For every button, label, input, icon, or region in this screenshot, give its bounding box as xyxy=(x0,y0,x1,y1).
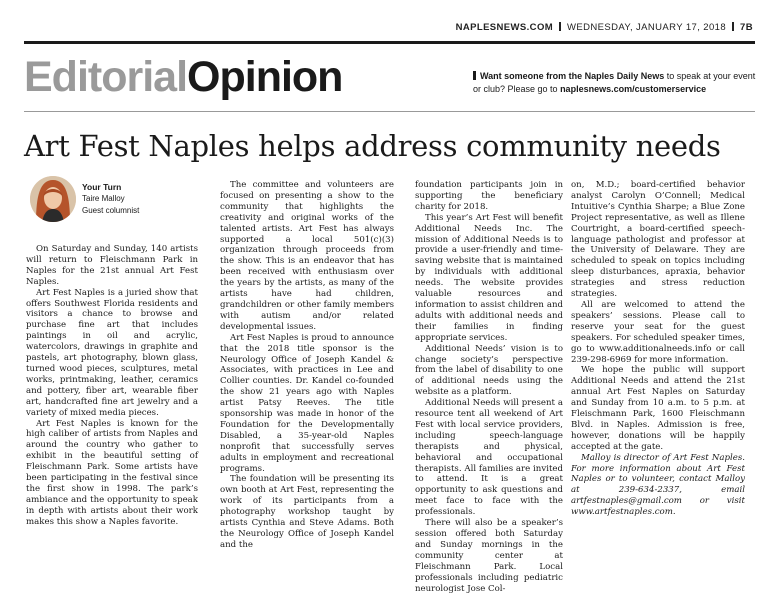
promo-bar xyxy=(473,71,476,80)
paragraph: foundation participants join in supporting the beneficiary charity for 2018. xyxy=(415,180,563,212)
masthead xyxy=(456,22,753,33)
promo-lead: Want someone from the Naples Daily News xyxy=(480,71,665,81)
paragraph: All are welcomed to attend the speakers’ sessions. Please call to reserve your seat for the guest speakers. For scheduled speaker times, go to www.additionalneeds.info or call 239-298-6969 for more information. xyxy=(571,299,745,365)
section-title-editorial: Editorial xyxy=(24,53,188,101)
paragraph: There will also be a speaker’s session offered both Saturday and Sunday mornings in the community center at Fleischmann Park. Local professionals including pediatric neurologist Jose Col- xyxy=(415,518,563,594)
article-column-1 xyxy=(26,244,198,528)
divider xyxy=(559,22,561,31)
author-note: Malloy is director of Art Fest Naples. For more information about Art Fest Naples or to volunteer, contact Malloy at 239-634-2337, email artfestnaples@gmail.com or visit www.artfestnaples.com. xyxy=(571,452,745,518)
author-name: Taire Malloy xyxy=(82,194,125,203)
issue-date: WEDNESDAY, JANUARY 17, 2018 xyxy=(567,22,727,33)
divider xyxy=(732,22,734,31)
paragraph: This year’s Art Fest will benefit Additional Needs Inc. The mission of Additional Needs is to provide a user-friendly and time-saving website that is maintained by individuals with additional needs. The website provides valuable resources and information to assist children and adults with additional needs and their families in finding appropriate services. xyxy=(415,212,563,343)
article-column-3 xyxy=(415,180,563,594)
paragraph: Art Fest Naples is known for the high caliber of artists from Naples and around the country who gather to exhibit in the beautiful setting of Fleischmann Park. Some artists have been participating in the festival since the first show in 1998. The park’s ambiance and the opportunity to speak in depth with artists about their work makes this show a Naples favorite. xyxy=(26,418,198,527)
paragraph: Art Fest Naples is a juried show that offers Southwest Florida residents and visitors a chance to browse and purchase fine art that includes paintings in oil and acrylic, watercolors, drawings in graphite and pastels, art photography, blown glass, turned wood pieces, sculptures, metal works, printmaking, leather, ceramics and pottery, fiber art, wearable fiber art, handcrafted fine art jewelry and a variety of mixed media pieces. xyxy=(26,287,198,418)
byline xyxy=(82,181,139,217)
article-column-4 xyxy=(571,180,745,518)
speaker-promo xyxy=(473,70,763,96)
top-rule xyxy=(24,41,755,44)
paragraph: on, M.D.; board-certified behavior analyst Carolyn O’Connell; Medical Intuitive’s Cynthia Sharpe; a Blue Zone Project representative, as well as Illene Courtright, a board-certified speech-language pathologist and professor at the University of Delaware. They are scheduled to speak on topics including sleep disturbances, apraxia, behavior strategies and stress reduction strategies. xyxy=(571,180,745,300)
page-number: 7B xyxy=(740,22,753,33)
author-photo xyxy=(30,176,76,222)
section-title xyxy=(24,50,342,104)
section-title-opinion: Opinion xyxy=(187,53,343,101)
paragraph: Art Fest Naples is proud to announce that the 2018 title sponsor is the Neurology Office of Joseph Kandel & Associates, with practices in Lee and Collier counties. Dr. Kandel co-founded the show 21 years ago with Naples artist Patsy Reeves. The title sponsorship was made in honor of the Foundation for the Developmentally Disabled, a 35-year-old Naples nonprofit that successfully serves adults in employment and recreational programs. xyxy=(220,332,394,474)
paragraph: Additional Needs will present a resource tent all weekend of Art Fest with local service providers, including speech-language therapists and physical, behavioral and occupational therapists. All families are invited to attend. It is a great opportunity to ask questions and meet face to face with the professionals. xyxy=(415,398,563,518)
site-name: NAPLESNEWS.COM xyxy=(455,22,554,33)
paragraph: The committee and volunteers are focused on presenting a show to the community that highlights the creativity and original works of the talented artists. Art Fest has always supported a local 501(c)(3) organization through proceeds from the show. This is an endeavor that has been received with enthusiasm over the years by the artists, as many of the artists have had children, grandchildren or other family members with autism and/or related developmental issues. xyxy=(220,180,394,332)
article-column-2 xyxy=(220,180,394,551)
byline-label: Your Turn xyxy=(82,182,122,192)
header-rule xyxy=(24,111,755,112)
paragraph: We hope the public will support Additional Needs and attend the 21st annual Art Fest Naples on Saturday and Sunday from 10 a.m. to 5 p.m. at Fleischmann Park, 1600 Fleischmann Blvd. in Naples. Admission is free, however, donations will be happily accepted at the gate. xyxy=(571,365,745,452)
paragraph: On Saturday and Sunday, 140 artists will return to Fleischmann Park in Naples for the 21st annual Art Fest Naples. xyxy=(26,244,198,287)
headline: Art Fest Naples helps address community needs xyxy=(24,129,721,163)
author-portrait xyxy=(30,176,76,222)
paragraph: The foundation will be presenting its own booth at Art Fest, representing the work of its participants from a photography workshop taught by artists Cynthia and Steve Adams. Both the Neurology Office of Joseph Kandel and the xyxy=(220,474,394,550)
paragraph: Additional Needs’ vision is to change society’s perspective from the label of disability to one of additional needs using the website as a platform. xyxy=(415,343,563,398)
promo-text: to speak at your event or club? Please go to xyxy=(473,71,756,94)
promo-link[interactable]: naplesnews.com/customerservice xyxy=(560,84,707,94)
author-role: Guest columnist xyxy=(82,206,140,215)
